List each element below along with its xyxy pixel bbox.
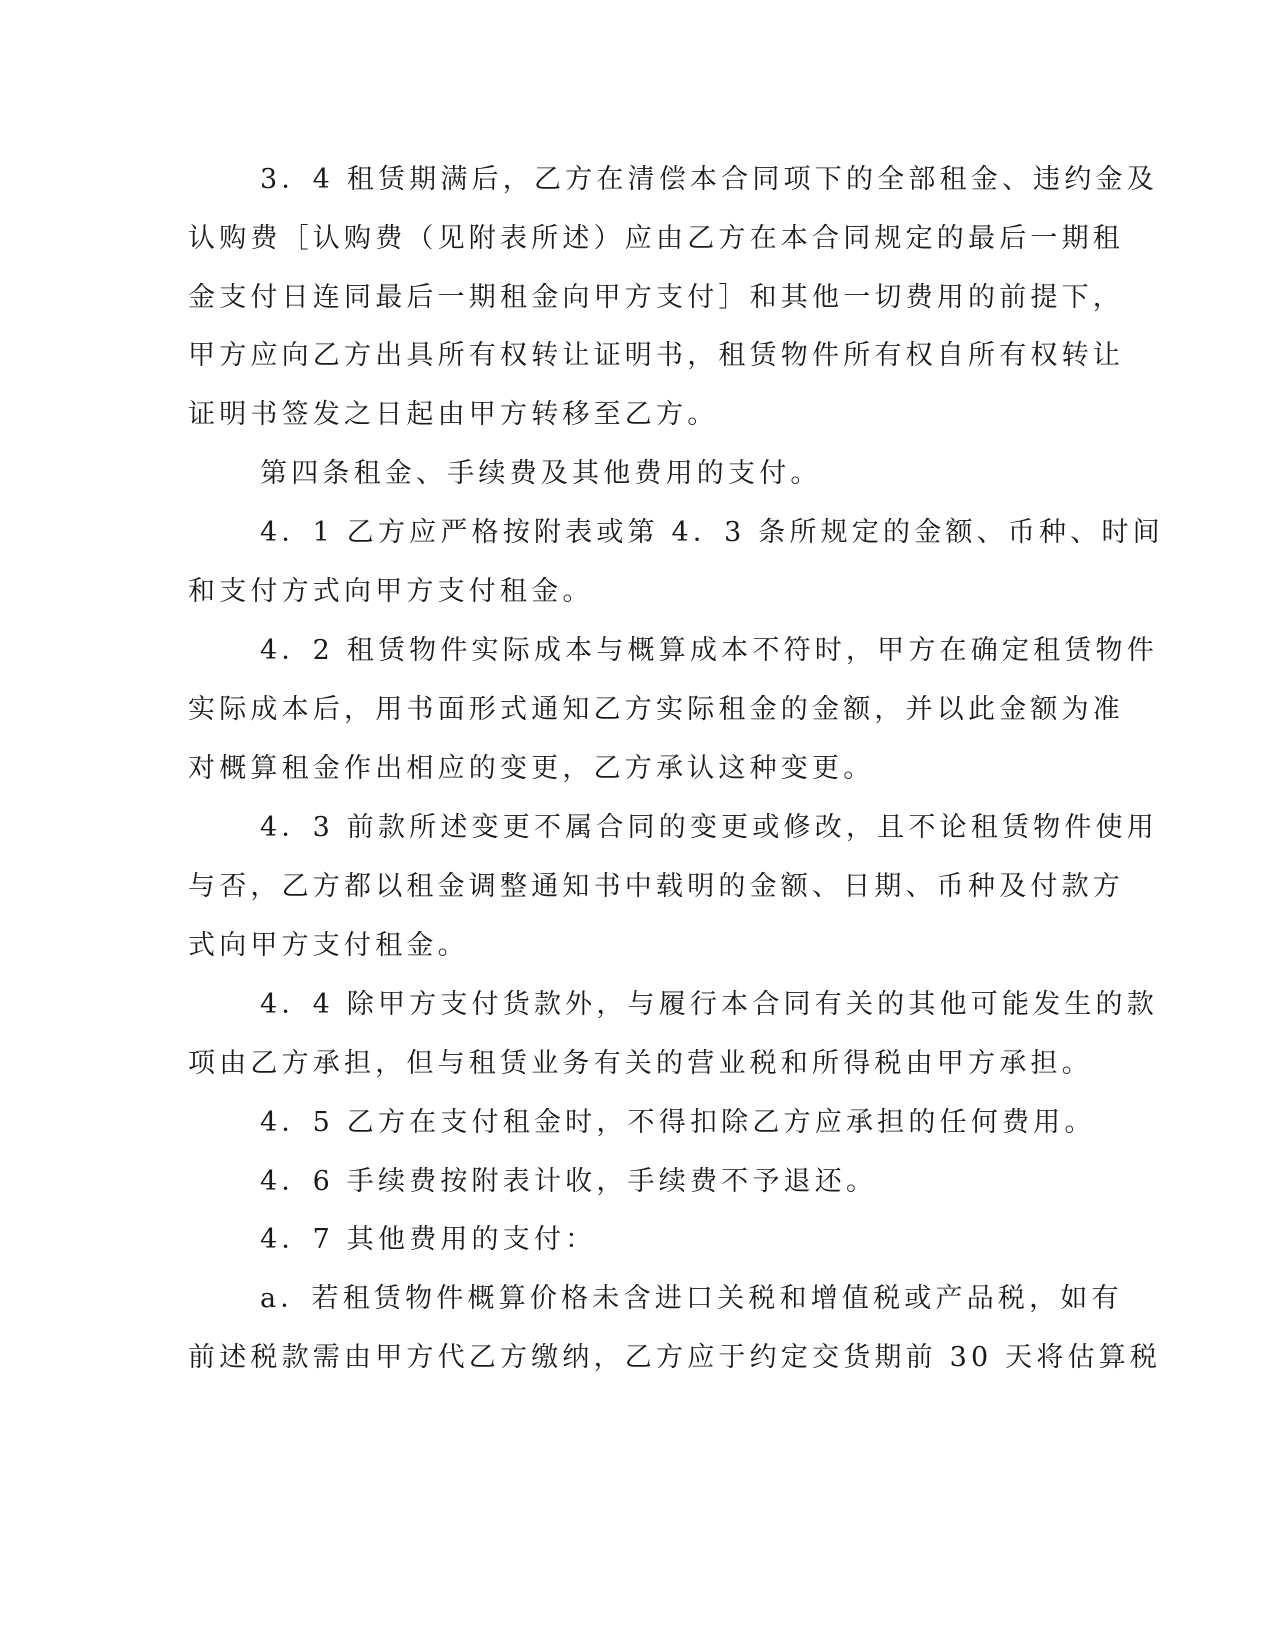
text-line: 实际成本后，用书面形式通知乙方实际租金的金额，并以此金额为准: [188, 694, 1124, 725]
text-line: 4．7 其他费用的支付：: [260, 1224, 597, 1255]
text-line: 金支付日连同最后一期租金向甲方支付］和其他一切费用的前提下，: [188, 282, 1124, 313]
text-line: 证明书签发之日起由甲方转移至乙方。: [188, 399, 719, 430]
text-line: 和支付方式向甲方支付租金。: [188, 576, 594, 607]
text-line: 4．1 乙方应严格按附表或第 4．3 条所规定的金额、币种、时间: [260, 517, 1164, 548]
text-line: 与否，乙方都以租金调整通知书中载明的金额、日期、币种及付款方: [188, 871, 1124, 902]
text-line: a．若租赁物件概算价格未含进口关税和增值税或产品税，如有: [260, 1283, 1123, 1314]
text-line: 4．3 前款所述变更不属合同的变更或修改，且不论租赁物件使用: [260, 812, 1158, 843]
text-line: 3．4 租赁期满后，乙方在清偿本合同项下的全部租金、违约金及: [260, 164, 1158, 195]
text-line: 4．4 除甲方支付货款外，与履行本合同有关的其他可能发生的款: [260, 989, 1158, 1020]
article-heading: 第四条租金、手续费及其他费用的支付。: [260, 458, 822, 489]
text-line: 4．6 手续费按附表计收，手续费不予退还。: [260, 1166, 878, 1197]
text-line: 对概算租金作出相应的变更，乙方承认这种变更。: [188, 753, 875, 784]
text-line: 前述税款需由甲方代乙方缴纳，乙方应于约定交货期前 30 天将估算税: [188, 1342, 1162, 1373]
text-line: 4．2 租赁物件实际成本与概算成本不符时，甲方在确定租赁物件: [260, 635, 1158, 666]
text-line: 式向甲方支付租金。: [188, 930, 469, 961]
text-line: 4．5 乙方在支付租金时，不得扣除乙方应承担的任何费用。: [260, 1107, 1096, 1138]
text-line: 甲方应向乙方出具所有权转让证明书，租赁物件所有权自所有权转让: [188, 340, 1124, 371]
text-line: 项由乙方承担，但与租赁业务有关的营业税和所得税由甲方承担。: [188, 1048, 1093, 1079]
text-line: 认购费［认购费（见附表所述）应由乙方在本合同规定的最后一期租: [188, 223, 1124, 254]
